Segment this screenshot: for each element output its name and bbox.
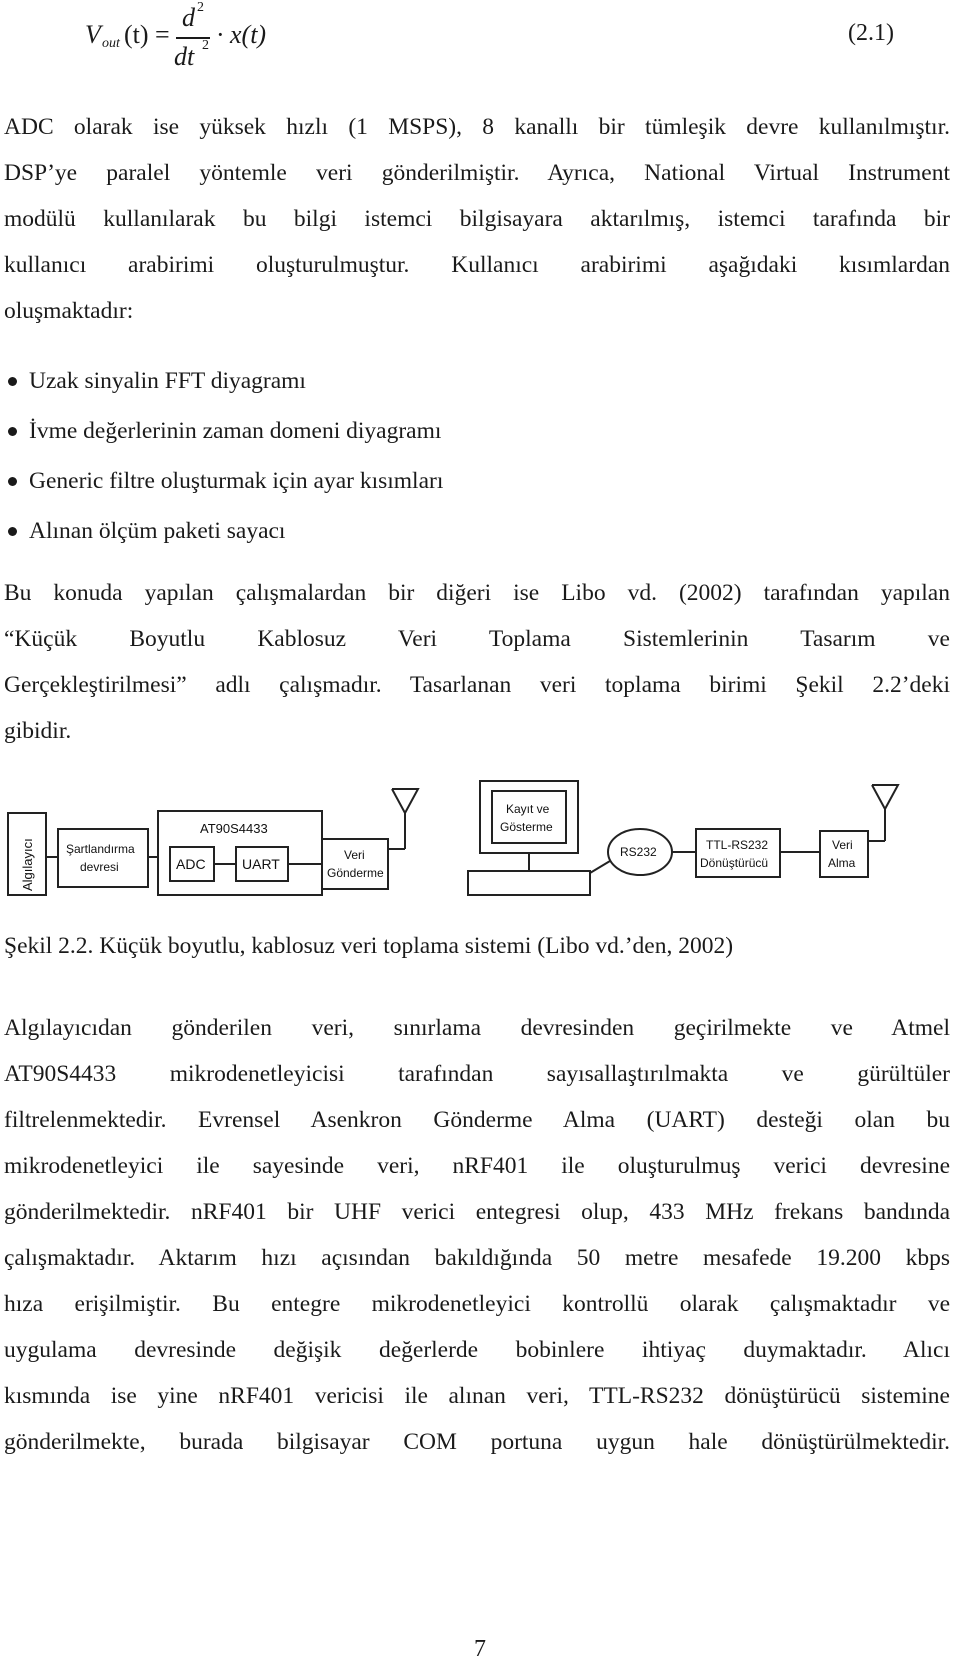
rs232-label: RS232 [620,845,657,859]
paragraph-line: Algılayıcıdan gönderilen veri, sınırlama devresinden geçirilmekte ve Atmel [4,1015,950,1041]
list-item [4,406,443,456]
transmitter-block [322,839,388,889]
equation [80,0,960,75]
list-item [4,456,443,506]
paragraph-line: AT90S4433 mikrodenetleyicisi tarafından sayısallaştırılmakta ve gürültüler [4,1061,950,1087]
conditioning-block [58,829,148,887]
paragraph-line: modülü kullanılarak bu bilgi istemci bilgisayara aktarılmış, istemci tarafında bir [4,206,950,232]
equation-number: (2.1) [848,20,894,46]
adc-label: ADC [176,856,206,872]
paragraph-line: gibidir. [4,718,72,744]
transmitter-label-2: Gönderme [327,866,384,880]
list-item-text: Alınan ölçüm paketi sayacı [29,518,286,544]
paragraph-line: hıza erişilmiştir. Bu entegre mikrodenetleyici kontrollü olarak çalışmaktadır ve [4,1291,950,1317]
list-item [4,506,443,556]
paragraph-line: DSP’ye paralel yöntemle veri gönderilmiştir. Ayrıca, National Virtual Instrument [4,160,950,186]
paragraph-description [4,1005,950,1465]
equation-num-exp: 2 [197,0,204,15]
paragraph-line: Gerçekleştirilmesi” adlı çalışmadır. Tasarlanan veri toplama birimi Şekil 2.2’deki [4,672,950,698]
computer-base [468,871,590,895]
conditioning-label-2: devresi [80,860,119,874]
paragraph-line: Bu konuda yapılan çalışmalardan bir diğeri ise Libo vd. (2002) tarafından yapılan [4,580,950,606]
page-number: 7 [474,1636,486,1662]
uart-label: UART [242,856,280,872]
block-diagram [0,775,960,920]
equation-lhs-arg: (t) = [124,20,170,49]
paragraph-intro [4,104,950,334]
list-item [4,356,443,406]
paragraph-line: gönderilmekte, burada bilgisayar COM portuna uygun hale dönüştürülmektedir. [4,1429,950,1455]
bullet-icon [8,377,17,386]
equation-dot: · [216,20,225,49]
paragraph-line: gönderilmektedir. nRF401 bir UHF verici entegresi olup, 433 MHz frekans bandında [4,1199,950,1225]
paragraph-line: uygulama devresinde değişik değerlerde bobinlere ihtiyaç duymaktadır. Alıcı [4,1337,950,1363]
equation-den-exp: 2 [202,38,209,53]
converter-label-1: TTL-RS232 [706,838,769,852]
connector [590,861,610,873]
paragraph-line: mikrodenetleyici ile sayesinde veri, nRF401 ile oluşturulmuş verici devresine [4,1153,950,1179]
equation-v: V [85,20,101,49]
transmitter-label-1: Veri [344,848,365,862]
computer-screen [492,791,566,843]
antenna-icon [872,785,898,809]
mcu-label: AT90S4433 [200,821,268,836]
sensor-label: Algılayıcı [20,838,35,891]
list-item-text: İvme değerlerinin zaman domeni diyagramı [29,418,442,444]
equation-rhs: x(t) [230,20,267,49]
conditioning-label-1: Şartlandırma [66,842,135,856]
list-item-text: Uzak sinyalin FFT diyagramı [29,368,306,394]
computer-label-1: Kayıt ve [506,802,550,816]
bullet-icon [8,477,17,486]
equation-den-dt: dt [174,42,195,71]
antenna-icon [392,789,418,813]
paragraph-libo [4,570,950,754]
equation-num-d: d [182,3,195,32]
receiver-label-1: Veri [832,838,853,852]
paragraph-line: çalışmaktadır. Aktarım hızı açısından bakıldığında 50 metre mesafede 19.200 kbps [4,1245,950,1271]
converter-label-2: Dönüştürücü [700,856,769,870]
paragraph-line: ADC olarak ise yüksek hızlı (1 MSPS), 8 kanallı bir tümleşik devre kullanılmıştır. [4,114,950,140]
computer-label-2: Gösterme [500,820,553,834]
paragraph-line: filtrelenmektedir. Evrensel Asenkron Gönderme Alma (UART) desteği olan bu [4,1107,950,1133]
bullet-icon [8,527,17,536]
list-item-text: Generic filtre oluşturmak için ayar kısımları [29,468,444,494]
equation-subscript: out [102,36,120,51]
paragraph-line: kullanıcı arabirimi oluşturulmuştur. Kullanıcı arabirimi aşağıdaki kısımlardan [4,252,950,278]
feature-list [4,356,443,556]
paragraph-line: kısmında ise yine nRF401 vericisi ile alınan veri, TTL-RS232 dönüştürücü sistemine [4,1383,950,1409]
paragraph-line: oluşmaktadır: [4,298,134,324]
receiver-label-2: Alma [828,856,856,870]
figure-caption: Şekil 2.2. Küçük boyutlu, kablosuz veri toplama sistemi (Libo vd.’den, 2002) [4,933,734,959]
bullet-icon [8,427,17,436]
paragraph-line: “Küçük Boyutlu Kablosuz Veri Toplama Sistemlerinin Tasarım ve [4,626,950,652]
